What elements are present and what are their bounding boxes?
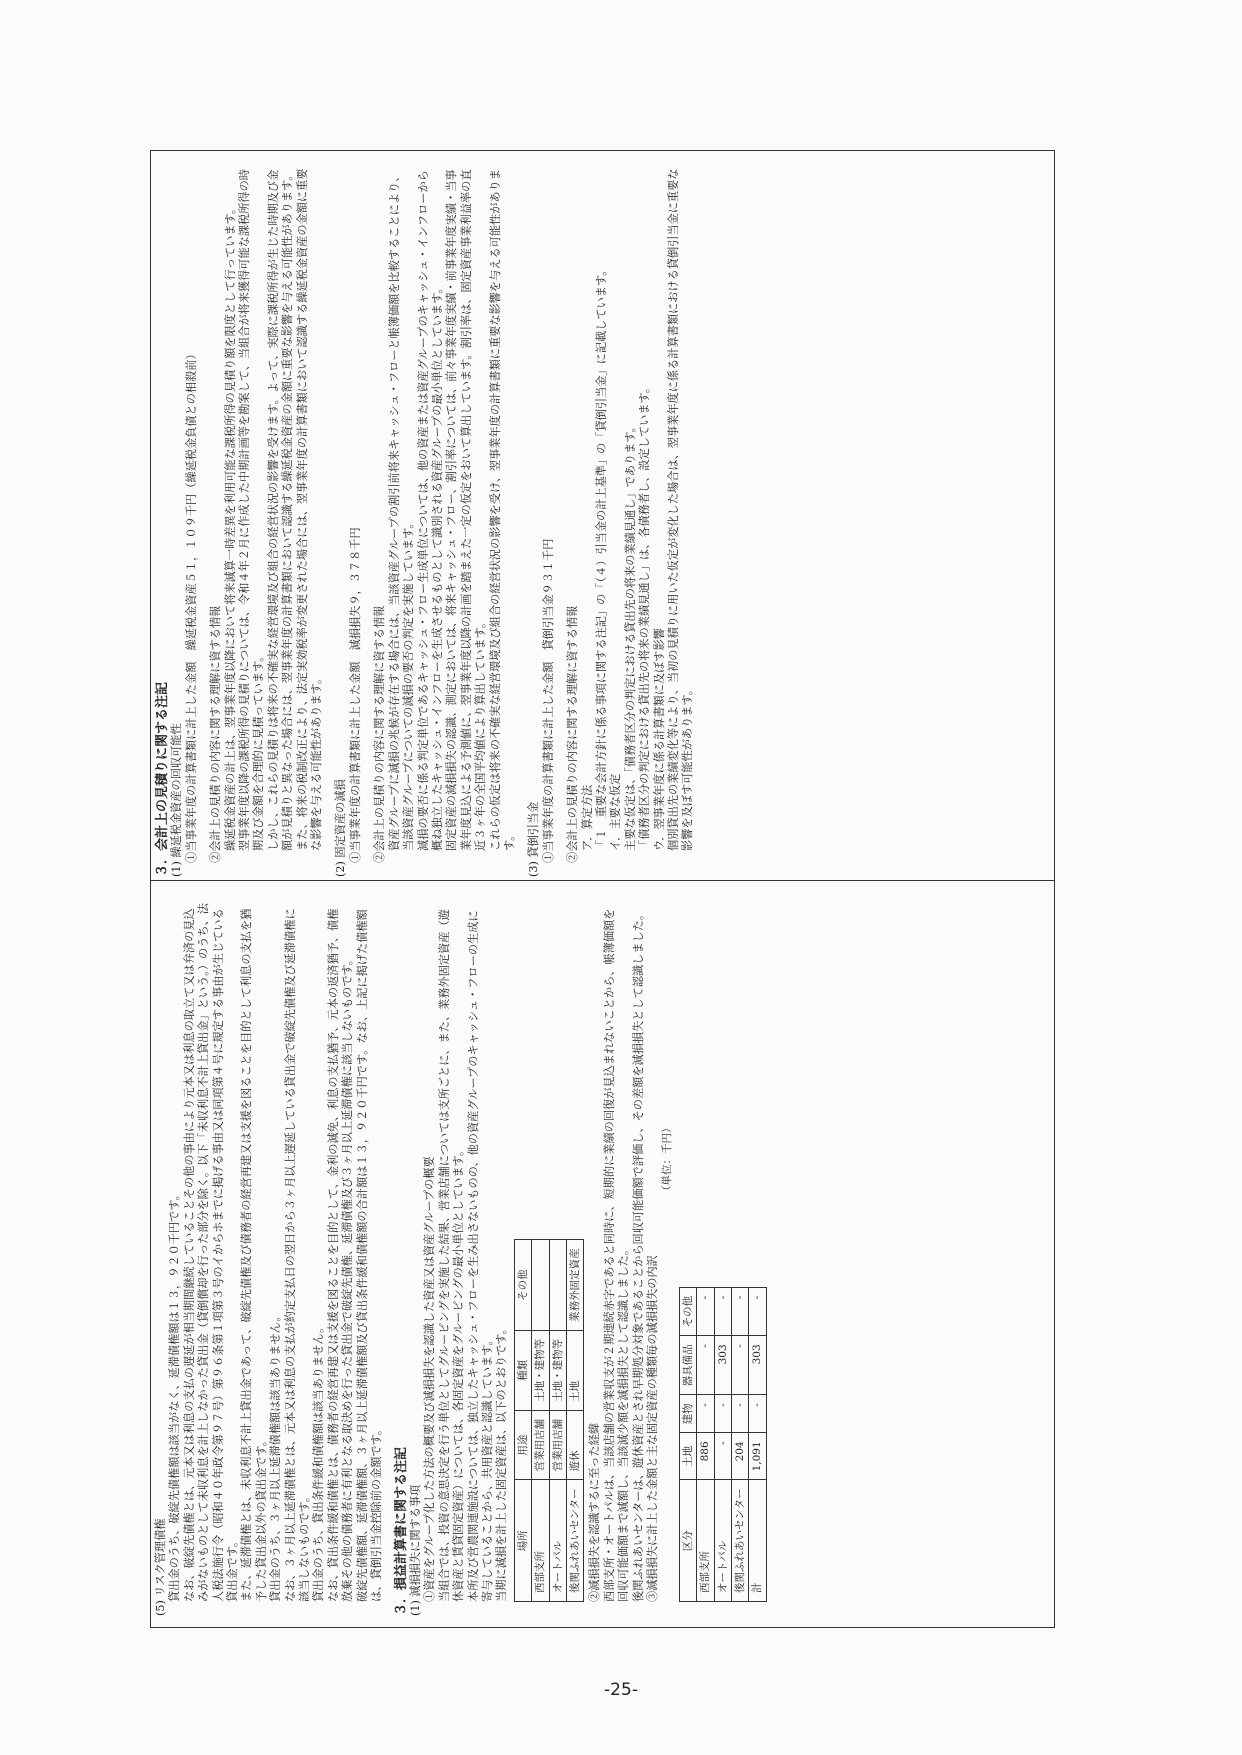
table-cell: 西部支所 [697, 1480, 714, 1602]
s2-line-4: これらの仮定は将来の不確実な経営環境及び組合の経営状況の影響を受け、翌事業年度の計算書類に重要な影響を与える可能性があります。 [488, 169, 516, 851]
reason-line-1: 西部支所・オートパルは、当該店舗の営業収支が２期連続赤字であると同時に、短期的に業績の回復が見込まれないことから、帳簿価額を回収可能価額まで減額し、当該減少額を減損損失として認識しました。 [602, 908, 631, 1602]
unit-label: （単位：千円） [661, 1122, 674, 1196]
group-line-1: 当組合では、投資の意思決定を行う単位としてグルーピングを実施した結果、営業店舗については支所ごとに、また、業務外固定資産（遊休資産と賃貸固定資産）については、各固定資産をグルーピングの最小単位としています。 [437, 909, 466, 1602]
s1-title: (1) 繰延税金資産の回収可能性 [170, 723, 184, 877]
table-cell: 業務外固定資産 [566, 1240, 583, 1331]
s1-amount: ①当事業年度の計算書類に計上した金額 繰延税金資産５１，１０９千円（繰延税金負債との相殺前） [184, 348, 198, 863]
s3-line-6: ウ．翌事業年度に係る計算書類に及ぼす影響 [652, 628, 666, 851]
s1-line-4: また、将来の税制改正により、法定実効税率が変更された場合には、翌事業年度の計算書類において認識する繰延税金資産の金額に重要な影響を与える可能性があります。 [295, 168, 324, 851]
s2-line-3: 固定資産の減損損失の認識、測定においては、将来キャッシュ・フロー、割引率については、前々事業年度実績・前事業年度実績・当事業年度見込による予測値に、翌事業年度以降の計画を踏まえた一定の仮定をおいて算出しています。割引率は、固定資産事業利益率の直近３ヶ年の全国平均値により算出しています。 [445, 169, 488, 851]
table-cell: - [697, 1395, 714, 1433]
pl-heading: ３．損益計算書に関する注記 [393, 1446, 409, 1616]
table-cell: オートパル [714, 1480, 731, 1602]
table-cell: 土地 [566, 1330, 583, 1410]
rotated-content [150, 150, 1055, 1628]
table-cell: オートパル [549, 1480, 566, 1602]
risk-line-4: 貸出金のうち、３ヶ月以上延滞債権額は該当ありません。 [269, 1310, 283, 1602]
risk-line-7: なお、貸出条件緩和債権とは、債務者の経営再建又は支援を図ることを目的として、金利の減免、利息の支払猶予、元本の返済猶予、債権放棄その他の債務者に有利となる取決めを行った貸出金で破綻先債権、延滞債権及び３ヶ月以上延滞債権に該当しないものです。 [326, 908, 355, 1602]
s3-title: (3) 貸倒引当金 [527, 801, 541, 877]
table-cell: - [714, 1433, 731, 1480]
s3-info-title: ②会計上の見積りの内容に関する理解に資する情報 [566, 605, 580, 863]
table-cell: 886 [697, 1433, 714, 1480]
s3-amount: ①当事業年度の計算書類に計上した金額 貸倒引当金９３１千円 [541, 538, 555, 863]
table-header: 器具備品 [679, 1336, 696, 1395]
impaired-assets-table [514, 1239, 585, 1602]
right-column [150, 150, 1055, 889]
table-cell: 土地・建物等 [549, 1330, 566, 1410]
table-header: 用途 [514, 1410, 531, 1480]
table-header: 土地 [679, 1433, 696, 1480]
table-cell [549, 1240, 566, 1331]
table-cell: 西部支所 [532, 1480, 549, 1602]
table-row [697, 1287, 714, 1601]
reason-title: ②減損損失を認識するに至った経緯 [588, 1422, 602, 1602]
s1-line-2: 翌事業年度以降の課税所得の見積りについては、令和４年２月に作成した中期計画等を勘案して、当組合が将来獲得可能な課税所得の時期及び金額を合理的に見積っています。 [238, 169, 266, 851]
table-cell: - [697, 1287, 714, 1336]
table-cell: 土地・建物等 [532, 1330, 549, 1410]
table-header-row [514, 1240, 531, 1602]
s1-line-3: しかし、これらの見積りは将来の不確実な経営環境及び組合の経営状況の影響を受けます。よって、実際に課税所得が生じた時期及び金額が見積りと異なった場合には、翌事業年度の計算書類において認識する繰延税金資産の金額に重要な影響を与える可能性があります。 [266, 169, 295, 851]
left-column [150, 889, 1055, 1628]
impairment-amount-table [679, 1287, 767, 1602]
s3-line-4: 主要な仮定は、「債務者区分の判定における貸出先の将来の業績見通し」であります。 [623, 421, 637, 851]
risk-line-6: 貸出金のうち、貸出条件緩和債権額は該当ありません。 [312, 1321, 326, 1602]
table-row [549, 1240, 566, 1602]
table-cell: 204 [732, 1433, 749, 1480]
s2-amount: ①当事業年度の計算書類に計上した金額 減損損失９，３７８千円 [348, 527, 362, 863]
s3-line-3: イ．主要な仮定 [609, 773, 623, 851]
group-line-2: 本所及び営農関連施設については、独立したキャッシュ・フローを生み出さないものの、他の資産グループのキャッシュ・フローの生成に寄与していることから、共用資産と認識しています。 [466, 910, 494, 1602]
table-cell: - [714, 1287, 731, 1336]
table-row [532, 1240, 549, 1602]
risk-line-3: また、延滞債権とは、未収利息不計上貸出金であって、破綻先債権及び債務者の経営再建又は支援を図ることを目的として利息の支払を猶予した貸出金以外の貸出金です。 [240, 908, 268, 1602]
risk-title: (5) リスク管理債権 [154, 1518, 167, 1616]
table-header: 区分 [679, 1480, 696, 1602]
s3-line-2: 「１ 重要な会計方針に係る事項に関する注記」の「（４）引当金の計上基準」の「貸倒引当金」に記載しています。 [594, 264, 608, 851]
group-line-3: 当期に減損を計上した固定資産は、以下のとおりです。 [495, 1323, 509, 1602]
s3-line-1: ア．算定方法 [580, 784, 594, 851]
table-cell: - [749, 1395, 766, 1433]
table-cell: 営業用店舗 [532, 1410, 549, 1480]
table-cell: 1,091 [749, 1433, 766, 1480]
table-header: その他 [679, 1287, 696, 1336]
table-cell: 303 [749, 1336, 766, 1395]
table-cell: 303 [714, 1336, 731, 1395]
group-title: ①資産をグループ化した方法の概要及び減損損失を認識した資産又は資産グループの概要 [423, 1156, 437, 1602]
table-cell: 営業用店舗 [549, 1410, 566, 1480]
amount-title: ③減損損失に計上した金額と主な固定資産の種類毎の減損損失の内訳 [646, 1255, 659, 1602]
s1-info-title: ②会計上の見積りの内容に関する理解に資する情報 [209, 605, 223, 863]
table-row [566, 1240, 583, 1602]
table-cell: - [732, 1395, 749, 1433]
table-row [732, 1287, 749, 1601]
impair-title: (1) 減損損失に関する事項 [408, 1484, 422, 1616]
table-header-row [679, 1287, 696, 1601]
table-cell: 後関ふれあいセンター [566, 1480, 583, 1602]
s3-line-5: 「債務者区分の判定における貸出先の将来の業績見通し」は、各債務者し、設定しています。 [638, 382, 652, 851]
table-cell: - [697, 1336, 714, 1395]
s2-info-title: ②会計上の見積りの内容に関する理解に資する情報 [373, 605, 387, 863]
risk-line-2: なお、破綻先債権とは、元本又は利息の支払の遅延が相当期間継続していることその他の事由により元本又は利息の取立て又は弁済の見込みがないものとして未収利息を計上しなかった貸出金（貸倒償却を行った部分を除く。以下「未収利息不計上貸出金」という。）のうち、法人税法施行令（昭和４０年政令第９７号）第９６条第１項第３号のイからホまでに掲げる事由又は同項第４号に規定する事由が生じている貸出金です。 [182, 903, 240, 1602]
table-header: その他 [514, 1240, 531, 1331]
table-cell: - [714, 1395, 731, 1433]
s2-line-1: 資産グループに減損の兆候が存在する場合には、当該資産グループの割引前将来キャッシュ・フローと帳簿価額を比較することにより、当該資産グループについての減損の要否の判定を実施しています。 [387, 170, 416, 851]
table-row [749, 1287, 766, 1601]
s2-title: (2) 固定資産の減損 [334, 779, 348, 877]
risk-line-8: 破綻先債権額、延滞債権額、３ヶ月以上延滞債権額及び貸出条件緩和債権額の合計額は１３，９２０千円です。なお、上記に掲げた債権額は、貸倒引当金控除前の金額です。 [355, 909, 384, 1602]
s2-line-2: 減損の要否に係る判定単位であるキャッシュ・フロー生成単位については、他の資産または資産グループのキャッシュ・インフローから概ね独立したキャッシュ・インフローを生成させるものとして識別される資産グループの最小単位としています。 [416, 170, 444, 851]
table-cell: 計 [749, 1480, 766, 1602]
estimates-heading: ３．会計上の見積りに関する注記 [155, 681, 170, 877]
table-cell: 後関ふれあいセンター [732, 1480, 749, 1602]
table-cell [532, 1240, 549, 1331]
page-number: -25- [604, 1680, 638, 1700]
table-cell: - [732, 1287, 749, 1336]
table-cell: - [749, 1287, 766, 1336]
table-header: 場所 [514, 1480, 531, 1602]
reason-line-2: 後関ふれあいセンターは、遊休資産とされ早期処分対象であることから回収可能価額で評価し、その差額を減損損失として認識しました。 [631, 908, 645, 1602]
table-cell: - [732, 1336, 749, 1395]
table-row [714, 1287, 731, 1601]
table-header: 種類 [514, 1330, 531, 1410]
risk-line-5: なお、３ヶ月以上延滞債権とは、元本又は利息の支払が約定支払日の翌日から３ヶ月以上遅延している貸出金で破綻先債権及び延滞債権に該当しないものです。 [283, 908, 312, 1602]
s1-line-1: 繰延税金資産の計上は、翌事業年度以降において将来減算一時差異を利用可能な課税所得の見積り額を限度として行っています。 [223, 203, 237, 851]
risk-line-1: 貸出金のうち、破綻先債権額は該当がなく、延滞債権額は１３，９２０千円です。 [168, 1189, 182, 1602]
s3-line-7: 個別貸出先の業績変化等により、当初の見積りに用いた仮定が変化した場合は、翌事業年度に係る計算書類における貸倒引当金に重要な影響を及ぼす可能性があります。 [667, 168, 695, 851]
table-header: 建物 [679, 1395, 696, 1433]
table-cell: 遊休 [566, 1410, 583, 1480]
